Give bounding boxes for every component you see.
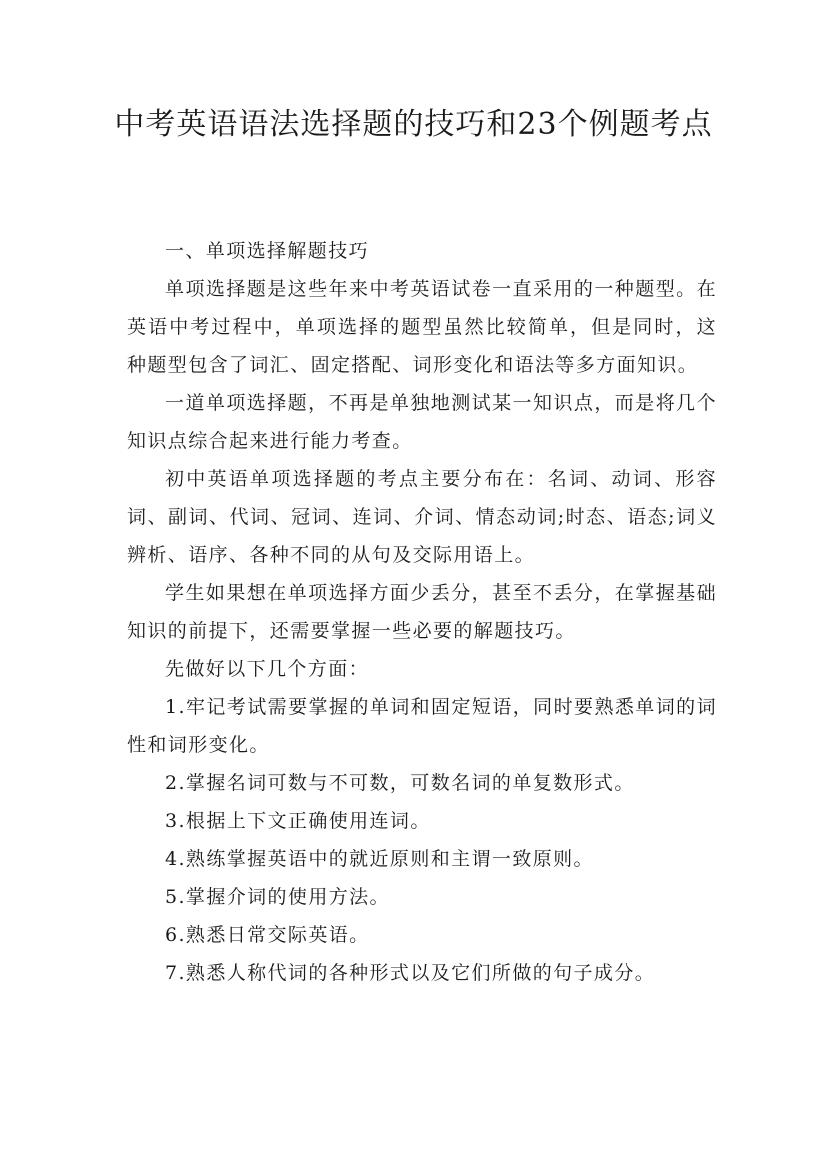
paragraph: 学生如果想在单项选择方面少丢分，甚至不丢分，在掌握基础知识的前提下，还需要掌握一些必要的解题技巧。 — [127, 582, 717, 642]
document-title: 中考英语语法选择题的技巧和23个例题考点 — [114, 107, 713, 142]
list-item: 5.掌握介词的使用方法。 — [165, 886, 390, 908]
list-item: 2.掌握名词可数与不可数，可数名词的单复数形式。 — [165, 772, 635, 794]
section-heading: 一、单项选择解题技巧 — [165, 240, 370, 262]
list-item: 4.熟练掌握英语中的就近原则和主谓一致原则。 — [165, 848, 594, 870]
list-item: 1.牢记考试需要掌握的单词和固定短语，同时要熟悉单词的词性和词形变化。 — [127, 696, 717, 756]
document-body — [127, 232, 717, 992]
paragraph: 初中英语单项选择题的考点主要分布在：名词、动词、形容词、副词、代词、冠词、连词、介词、情态动词;时态、语态;词义辨析、语序、各种不同的从句及交际用语上。 — [127, 468, 717, 566]
paragraph: 先做好以下几个方面： — [165, 658, 370, 680]
list-item: 3.根据上下文正确使用连词。 — [165, 810, 431, 832]
list-item: 6.熟悉日常交际英语。 — [165, 924, 370, 946]
paragraph: 单项选择题是这些年来中考英语试卷一直采用的一种题型。在英语中考过程中，单项选择的题型虽然比较简单，但是同时，这种题型包含了词汇、固定搭配、词形变化和语法等多方面知识。 — [127, 278, 717, 376]
paragraph: 一道单项选择题，不再是单独地测试某一知识点，而是将几个知识点综合起来进行能力考查。 — [127, 392, 717, 452]
list-item: 7.熟悉人称代词的各种形式以及它们所做的句子成分。 — [165, 962, 656, 984]
